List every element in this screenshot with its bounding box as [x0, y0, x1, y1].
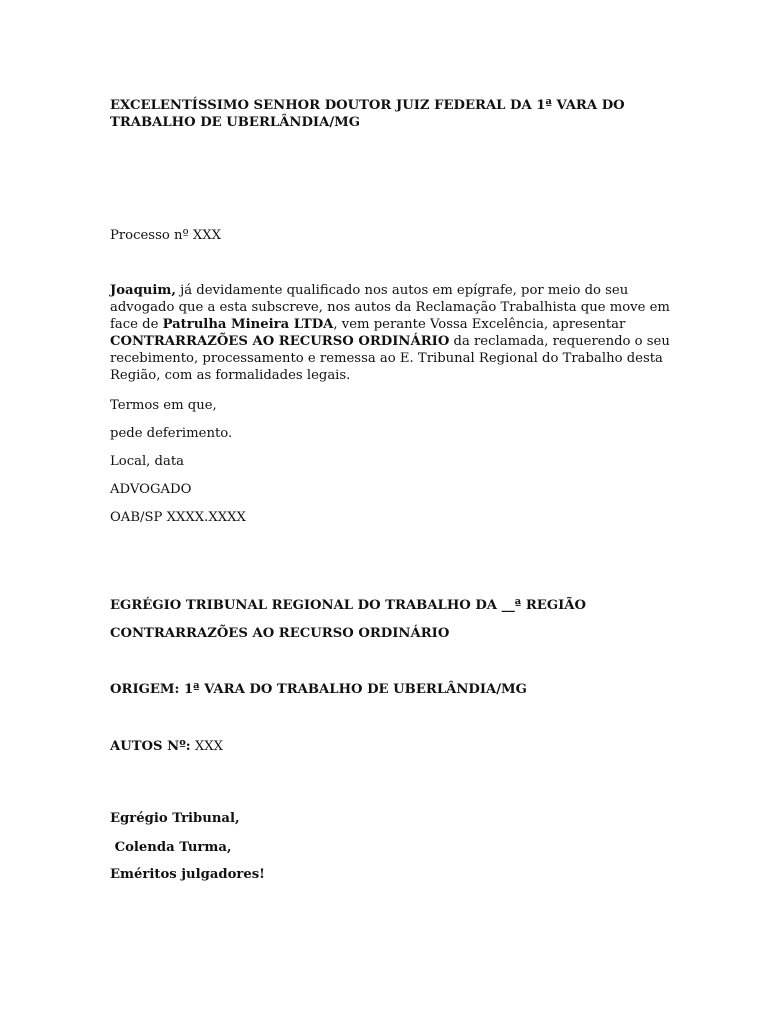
closing-oab: OAB/SP XXXX.XXXX	[110, 510, 246, 525]
party-name: Joaquim,	[110, 283, 176, 298]
document-heading	[110, 97, 670, 131]
tribunal-heading: EGRÉGIO TRIBUNAL REGIONAL DO TRABALHO DA __ª REGIÃO	[110, 598, 586, 613]
origin-line: ORIGEM: 1ª VARA DO TRABALHO DE UBERLÂNDIA/MG	[110, 682, 527, 697]
closing-termos: Termos em que,	[110, 398, 217, 413]
closing-local-date: Local, data	[110, 454, 185, 469]
petition-line-1	[110, 282, 670, 299]
petition-title: CONTRARRAZÕES AO RECURSO ORDINÁRIO	[110, 334, 450, 349]
petition-line-3-suffix: , vem perante Vossa Excelência, apresentar	[333, 317, 626, 332]
closing-pede: pede deferimento.	[110, 426, 233, 441]
petition-paragraph	[110, 282, 670, 384]
heading-line-2: TRABALHO DE UBERLÂNDIA/MG	[110, 115, 361, 130]
case-number-value: XXX	[190, 739, 224, 754]
petition-line-4	[110, 333, 670, 350]
petition-line-2: advogado que a esta subscreve, nos autos da Reclamação Trabalhista que move em	[110, 300, 670, 315]
company-name: Patrulha Mineira LTDA	[162, 317, 334, 332]
salutation-2: Colenda Turma,	[110, 840, 232, 855]
petition-text-1: já devidamente qualificado nos autos em epígrafe, por meio do seu	[175, 283, 629, 298]
case-number-label: AUTOS Nº:	[110, 739, 191, 754]
process-number: Processo nº XXX	[110, 228, 222, 243]
case-number-line	[110, 738, 670, 755]
petition-line-4-suffix: da reclamada, requerendo o seu	[449, 334, 670, 349]
heading-line-1: EXCELENTÍSSIMO SENHOR DOUTOR JUIZ FEDERAL DA 1ª VARA DO	[110, 98, 625, 113]
petition-line-6: Região, com as formalidades legais.	[110, 368, 351, 383]
section-title: CONTRARRAZÕES AO RECURSO ORDINÁRIO	[110, 626, 450, 641]
petition-line-3	[110, 316, 670, 333]
petition-line-5: recebimento, processamento e remessa ao E. Tribunal Regional do Trabalho desta	[110, 351, 663, 366]
petition-line-3-prefix: face de	[110, 317, 163, 332]
salutation-3: Eméritos julgadores!	[110, 867, 265, 882]
closing-lawyer: ADVOGADO	[110, 482, 192, 497]
salutation-1: Egrégio Tribunal,	[110, 811, 240, 826]
